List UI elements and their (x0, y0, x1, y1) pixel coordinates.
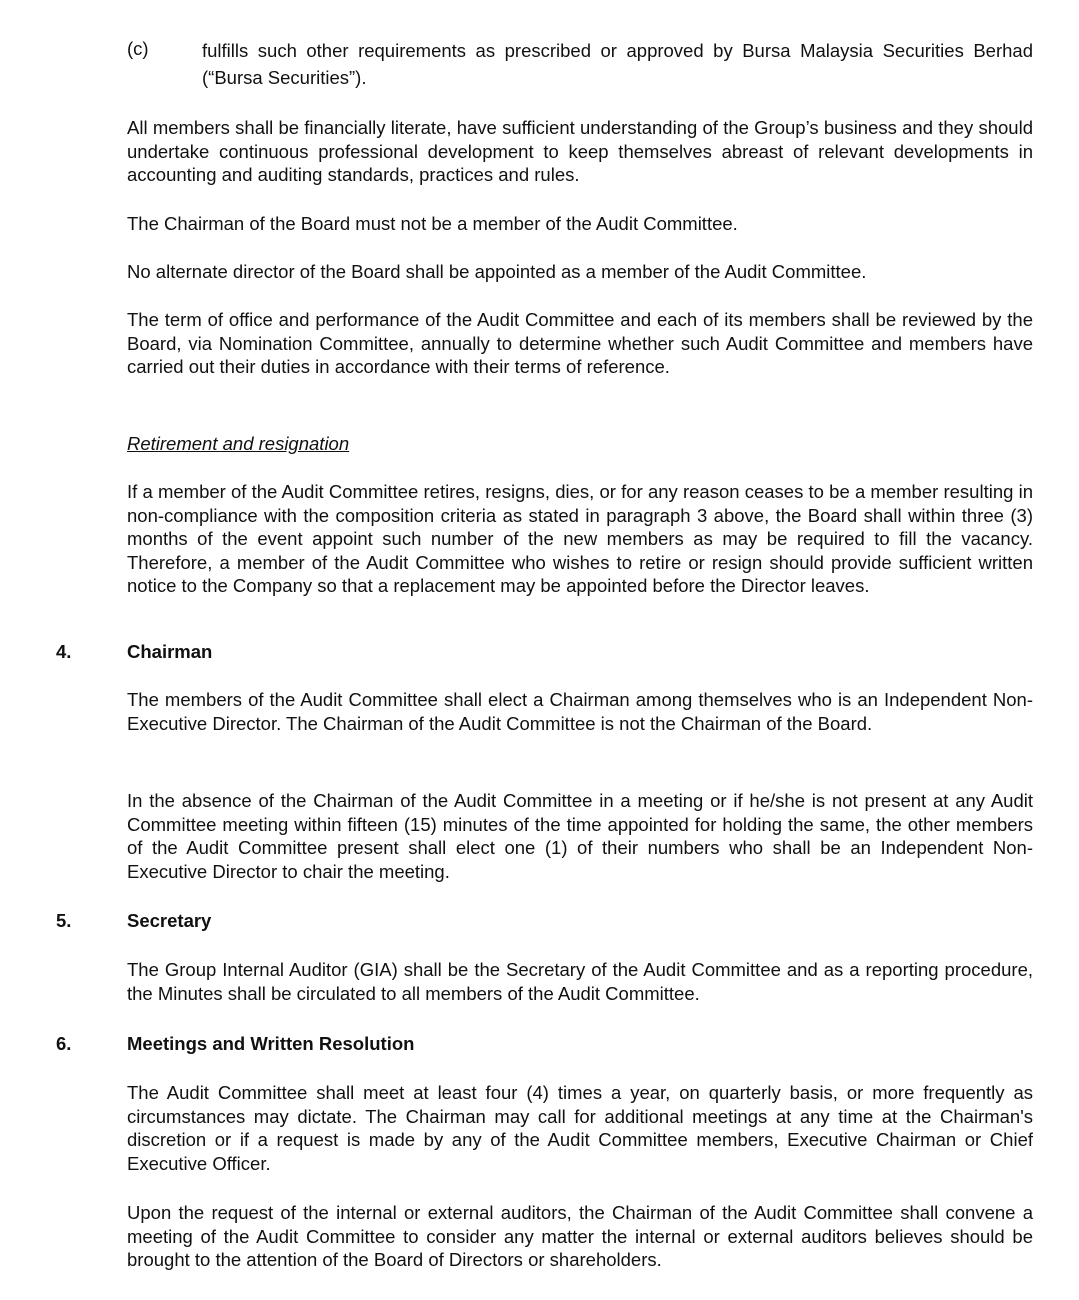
paragraph-chairman-absence: In the absence of the Chairman of the Audit Committee in a meeting or if he/she is not present at any Audit Committee meeting within fifteen (15) minutes of the time appointed for holding the same, the other members of the Audit Committee present shall elect one (1) of their numbers who shall be an Independent Non-Executive Director to chair the meeting. (127, 790, 1033, 882)
paragraph-auditor-request: Upon the request of the internal or external auditors, the Chairman of the Audit Committee shall convene a meeting of the Audit Committee to consider any matter the internal or external auditors believes should be brought to the attention of the Board of Directors or shareholders. (127, 1202, 1033, 1270)
paragraph-retirement: If a member of the Audit Committee retires, resigns, dies, or for any reason ceases to be a member resulting in non-compliance with the composition criteria as stated in paragraph 3 above, the Board shall within three (3) months of the event appoint such number of the new members as may be required to fill the vacancy. Therefore, a member of the Audit Committee who wishes to retire or resign should provide sufficient written notice to the Company so that a replacement may be appointed before the Director leaves. (127, 481, 1033, 596)
section-number: 6. (56, 1033, 72, 1054)
paragraph-meeting-frequency: The Audit Committee shall meet at least four (4) times a year, on quarterly basis, or more frequently as circumstances may dictate. The Chairman may call for additional meetings at any time at the Chairman's discretion or if a request is made by any of the Audit Committee members, Executive Chairman or Chief Executive Officer. (127, 1082, 1033, 1174)
paragraph-chairman-election: The members of the Audit Committee shall elect a Chairman among themselves who is an Independent Non-Executive Director. The Chairman of the Audit Committee is not the Chairman of the Board. (127, 689, 1033, 734)
paragraph-alternate-director: No alternate director of the Board shall be appointed as a member of the Audit Committee. (127, 261, 867, 282)
list-item-text: fulfills such other requirements as prescribed or approved by Bursa Malaysia Securities Berhad (“Bursa Securities”). (202, 40, 1033, 88)
section-title-meetings: Meetings and Written Resolution (127, 1033, 415, 1054)
paragraph-chairman-board: The Chairman of the Board must not be a member of the Audit Committee. (127, 213, 738, 234)
section-number: 5. (56, 910, 72, 931)
subheading-retirement: Retirement and resignation (127, 433, 350, 454)
paragraph-secretary: The Group Internal Auditor (GIA) shall be the Secretary of the Audit Committee and as a reporting procedure, the Minutes shall be circulated to all members of the Audit Committee. (127, 959, 1033, 1004)
list-item-label: (c) (127, 38, 149, 59)
section-title-chairman: Chairman (127, 641, 213, 662)
section-number: 4. (56, 641, 72, 662)
paragraph-term-of-office: The term of office and performance of the Audit Committee and each of its members shall be reviewed by the Board, via Nomination Committee, annually to determine whether such Audit Committee and members have carried out their duties in accordance with their terms of reference. (127, 309, 1033, 377)
paragraph-financial-literacy: All members shall be financially literate, have sufficient understanding of the Group’s business and they should undertake continuous professional development to keep themselves abreast of relevant developments in accounting and auditing standards, practices and rules. (127, 117, 1033, 185)
section-title-secretary: Secretary (127, 910, 212, 931)
